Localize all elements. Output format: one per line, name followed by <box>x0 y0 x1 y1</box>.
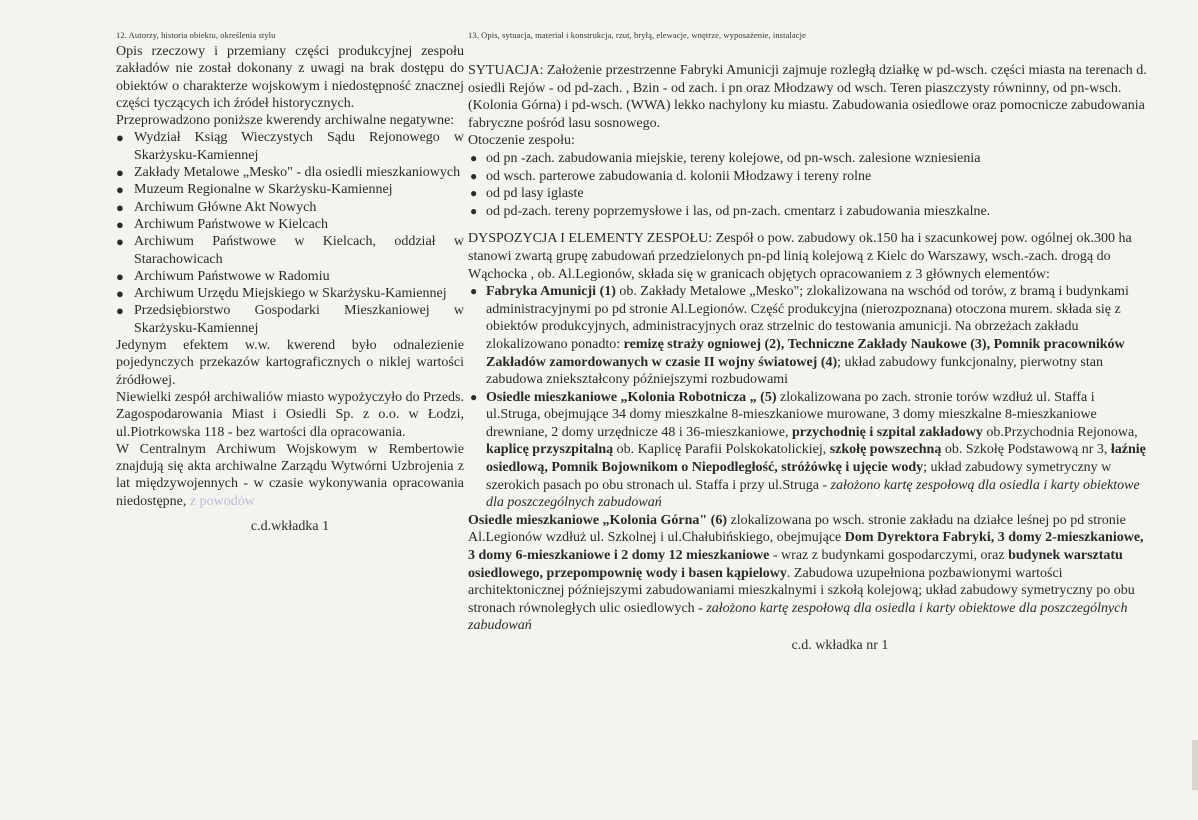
list-item: ● Archiwum Główne Akt Nowych <box>116 199 317 215</box>
continuation-note: c.d. wkładka nr 1 <box>791 638 889 653</box>
bullet-icon: ● <box>470 168 478 183</box>
faint-text: z powodów <box>189 493 255 509</box>
bullet-icon: ● <box>116 130 124 146</box>
element-kolonia-robotnicza: ● Osiedle mieszkaniowe „Kolonia Robotnicza „ (5) zlokalizowana po zach. stronie torów wzdłuż ul. Staffa i ul.Struga, obejmujące 34 domy mieszkalne 8-mieszkaniowe murowane, 3 domy mieszkalne 8-mieszkaniowe drewniane, 2 domy urzędnicze 48 i 36-mieszkaniowe, przychodnię i szpital zakładowy ob.Przychodnia Rejonowa, kaplicę przyszpitalną ob. Kaplicę Parafii Polskokatolickiej, szkołę powszechną ob. Szkołę Podstawową nr 3, łaźnię osiedlową, Pomnik Bojownikom o Niepodległość, stróżówkę i ujęcie wody; układ zabudowy symetryczny w szerokich pasach po obu stronach ul. Staffa i przy ul.Struga - założono kartę zespołową dla osiedla i karty obiektowe dla poszczególnych zabudowań <box>470 389 1146 511</box>
list-item: ● Przedsiębiorstwo Gospodarki Mieszkaniowej w Skarżysku-Kamiennej <box>116 303 464 336</box>
section-13-caption: 13. Opis, sytuacja, materiał i konstrukcja, rzut, bryłą, elewacje, wnętrze, wyposażenie, instalacje <box>468 30 806 40</box>
bullet-icon: ● <box>470 186 478 201</box>
surroundings-list <box>468 150 1152 220</box>
elements-list <box>468 283 1152 512</box>
element-kolonia-gorna: Osiedle mieszkaniowe „Kolonia Górna" (6) zlokalizowana po wsch. stronie zakładu na działce leśnej po pd stronie Al.Legionów wzdłuż ul. Szkolnej i ul.Chałubińskiego, obejmujące Dom Dyrektora Fabryki, 3 domy 2-mieszkaniowe, 3 domy 6-mieszkaniowe i 2 domy 12 mieszkaniowe - wraz z budynkami gospodarczymi, oraz budynek warsztatu osiedlowego, przepompownię wody i basen kąpielowy. Zabudowa uzupełniona pozbawionymi wartości architektonicznej późniejszymi zabudowaniami mieszkalnymi i szkołą kolejową; układ zabudowy symetryczny po obu stronach równoległych ulic osiedlowych - założono kartę zespołową dla osiedla i karty obiektowe dla poszczególnych zabudowań <box>468 512 1144 634</box>
section-13-column <box>468 30 1152 655</box>
list-item: ● od pd-zach. tereny poprzemysłowe i las, od pn-zach. cmentarz i zabudowania mieszkalne. <box>470 203 991 219</box>
bullet-icon: ● <box>116 234 124 250</box>
list-item: ● Muzeum Regionalne w Skarżysku-Kamiennej <box>116 182 393 198</box>
list-item: ● od pn -zach. zabudowania miejskie, tereny kolejowe, od pn-wsch. zalesione wzniesienia <box>470 150 981 166</box>
bullet-icon: ● <box>116 216 124 232</box>
otoczenie-label: Otoczenie zespołu: <box>468 133 575 149</box>
bullet-icon: ● <box>116 303 124 319</box>
queries-intro: Przeprowadzono poniższe kwerendy archiwalne negatywne: <box>116 113 455 129</box>
dyspozycja-paragraph: DYSPOZYCJA I ELEMENTY ZESPOŁU: Zespół o pow. zabudowy ok.150 ha i szacunkowej pow. ogólnej ok.300 ha stanowi zwartą grupę zabudowań przedzielonych pn-pd linią kolejową z Kielc do Warszawy, wsch.-zach. drogą do Wąchocka , ob. Al.Legionów, składa się w granicach objętych opracowaniem z 3 głównych elementów: <box>468 231 1132 282</box>
sytuacja-paragraph: SYTUACJA: Założenie przestrzenne Fabryki Amunicji zajmuje rozległą działkę w pd-wsch. części miasta na terenach d. osiedli Rejów - od pd-zach. , Bzin - od zach. i pn oraz Młodzawy od wsch. Teren piaszczysty równinny, od pn-wsch. (Kolonia Górna) i pd-wsch. (WWA) lekko nachylony ku miastu. Zabudowania osiedlowe oraz pomocnicze zabudowania fabryczne pośród lasu sosnowego. <box>468 63 1147 131</box>
bullet-icon: ● <box>116 182 124 198</box>
section-12-caption: 12. Autorzy, historia obiektu, określenia stylu <box>116 30 276 40</box>
list-item: ● Wydział Ksiąg Wieczystych Sądu Rejonowego w Skarżysku-Kamiennej <box>116 130 464 163</box>
bullet-icon: ● <box>470 284 478 299</box>
list-item: ● Zakłady Metalowe „Mesko" - dla osiedli mieszkaniowych <box>116 165 461 181</box>
military-archive-paragraph: W Centralnym Archiwum Wojskowym w Rembertowie znajdują się akta archiwalne Zarządu Wytwórni Uzbrojenia z lat międzywojennych - w czasie wykonywania opracowania niedostępne, z powodów <box>116 441 464 509</box>
list-item: ● od pd lasy iglaste <box>470 186 584 202</box>
element-fabryka: ● Fabryka Amunicji (1) ob. Zakłady Metalowe „Mesko"; zlokalizowana na wschód od torów, z bramą i budynkami administracyjnymi po pd stronie Al.Legionów. Część produkcyjna (nierozpoznana) otoczona murem. składa się z obiektów produkcyjnych, administracyjnych oraz strzelnic do testowania amunicji. Na obrzeżach zakładu zlokalizowano ponadto: remizę straży ogniowej (2), Techniczne Zakłady Naukowe (3), Pomnik pracowników Zakładów zamordowanych w czasie II wojny światowej (4); układ zabudowy funkcjonalny, pierwotny stan zabudowa zniekształcony późniejszymi rozbudowami <box>470 284 1129 388</box>
list-item: ● Archiwum Urzędu Miejskiego w Skarżysku-Kamiennej <box>116 286 447 302</box>
continuation-note: c.d.wkładka 1 <box>250 519 330 535</box>
list-item: ● Archiwum Państwowe w Kielcach <box>116 216 329 232</box>
list-item: ● Archiwum Państwowe w Kielcach, oddział w Starachowicach <box>116 234 464 267</box>
bullet-icon: ● <box>470 150 478 165</box>
description-paragraph: Opis rzeczowy i przemiany części produkcyjnej zespołu zakładów nie został dokonany z uwagi na brak dostępu do obiektów o charakterze wojskowym i niedostępność znacznej części tyczących ich źródeł historycznych. <box>116 44 464 111</box>
bullet-icon: ● <box>116 286 124 302</box>
result-paragraph: Jedynym efektem w.w. kwerend było odnalezienie pojedynczych przekazów kartograficznych o niklej wartości źródłowej. <box>116 338 464 388</box>
section-12-column <box>116 30 464 535</box>
list-item: ● Archiwum Państwowe w Radomiu <box>116 268 330 284</box>
bullet-icon: ● <box>470 203 478 218</box>
bullet-icon: ● <box>116 199 124 215</box>
scan-edge-mark <box>1192 740 1198 790</box>
loan-paragraph: Niewielki zespół archiwaliów miasto wypożyczyło do Przeds. Zagospodarowania Miast i Osiedli Sp. z o.o. w Łodzi, ul.Piotrkowska 118 - bez wartości dla opracowania. <box>116 389 464 440</box>
bullet-icon: ● <box>470 389 478 404</box>
archive-queries-list <box>116 129 464 337</box>
bullet-icon: ● <box>116 165 124 181</box>
bullet-icon: ● <box>116 268 124 284</box>
list-item: ● od wsch. parterowe zabudowania d. kolonii Młodzawy i tereny rolne <box>470 168 872 184</box>
